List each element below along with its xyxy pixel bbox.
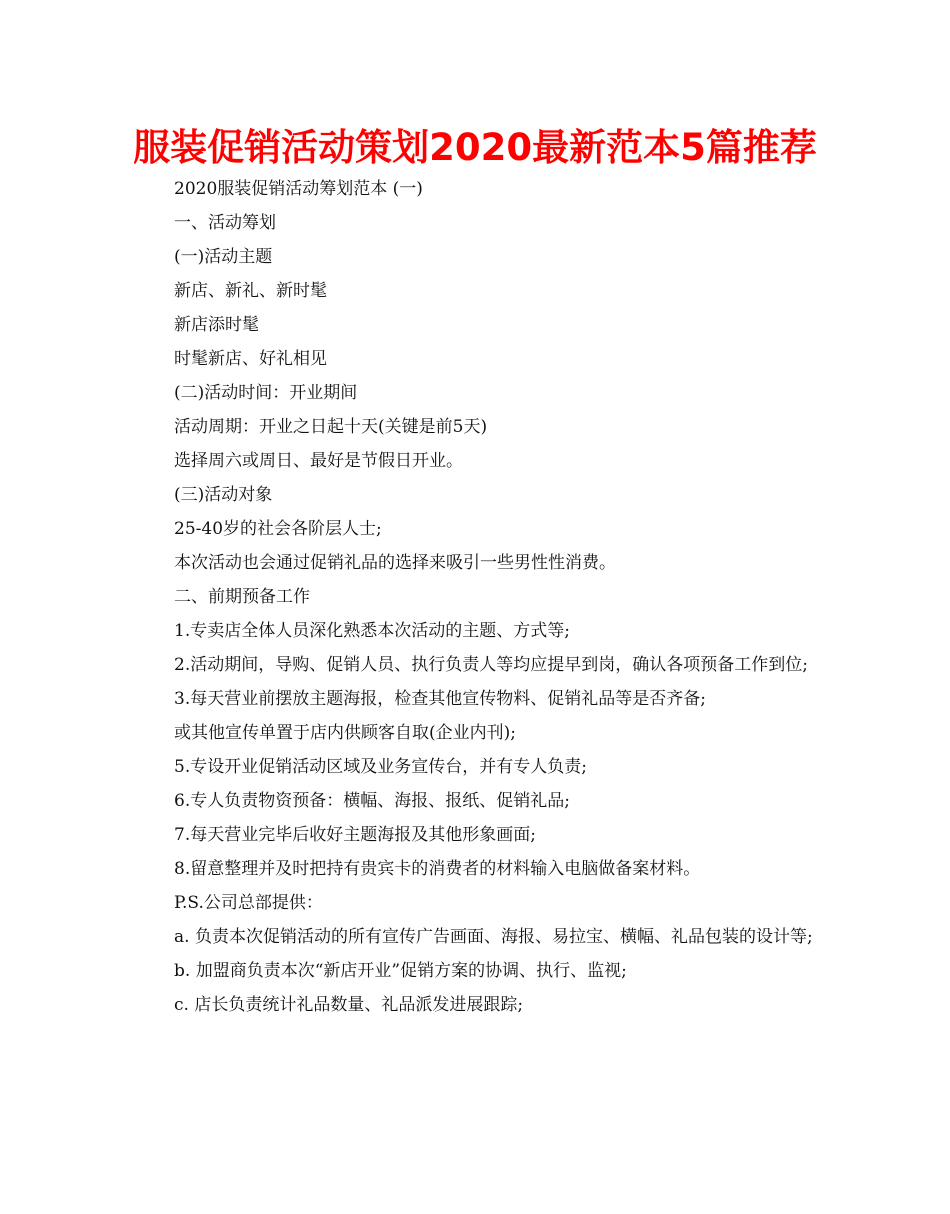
list-item: 6.专人负责物资预备：横幅、海报、报纸、促销礼品; bbox=[174, 791, 570, 811]
paragraph: 活动周期：开业之日起十天(关键是前5天) bbox=[174, 417, 488, 437]
paragraph: 新店、新礼、新时髦 bbox=[174, 281, 327, 301]
paragraph: 本次活动也会通过促销礼品的选择来吸引一些男性性消费。 bbox=[174, 553, 616, 573]
document-title: 服装促销活动策划2020最新范本5篇推荐 bbox=[133, 126, 817, 169]
list-item: 8.留意整理并及时把持有贵宾卡的消费者的材料输入电脑做备案材料。 bbox=[174, 859, 701, 879]
document-body bbox=[140, 172, 816, 1022]
paragraph: 新店添时髦 bbox=[174, 315, 259, 335]
subsection-heading: (一)活动主题 bbox=[174, 247, 273, 267]
list-item: b. 加盟商负责本次“新店开业”促销方案的协调、执行、监视; bbox=[174, 961, 627, 981]
section-heading: 一、活动筹划 bbox=[174, 213, 276, 233]
list-item: 3.每天营业前摆放主题海报，检查其他宣传物料、促销礼品等是否齐备; bbox=[174, 689, 706, 709]
list-item: a. 负责本次促销活动的所有宣传广告画面、海报、易拉宝、横幅、礼品包装的设计等; bbox=[174, 927, 813, 947]
section-heading: 二、前期预备工作 bbox=[174, 587, 310, 607]
paragraph: 时髦新店、好礼相见 bbox=[174, 349, 327, 369]
list-item: 5.专设开业促销活动区域及业务宣传台，并有专人负责; bbox=[174, 757, 587, 777]
list-item: 1.专卖店全体人员深化熟悉本次活动的主题、方式等; bbox=[174, 621, 570, 641]
paragraph: P.S.公司总部提供： bbox=[174, 893, 323, 913]
paragraph: 或其他宣传单置于店内供顾客自取(企业内刊); bbox=[174, 723, 516, 743]
list-item: 7.每天营业完毕后收好主题海报及其他形象画面; bbox=[174, 825, 536, 845]
subsection-heading: (二)活动时间：开业期间 bbox=[174, 383, 358, 403]
list-item: 2.活动期间，导购、促销人员、执行负责人等均应提早到岗，确认各项预备工作到位; bbox=[174, 655, 808, 675]
paragraph: 选择周六或周日、最好是节假日开业。 bbox=[174, 451, 463, 471]
subsection-heading: (三)活动对象 bbox=[174, 485, 273, 505]
list-item: c. 店长负责统计礼品数量、礼品派发进展跟踪; bbox=[174, 995, 524, 1015]
paragraph-subtitle: 2020服装促销活动筹划范本 (一) bbox=[174, 179, 423, 199]
paragraph: 25-40岁的社会各阶层人士; bbox=[174, 519, 382, 539]
